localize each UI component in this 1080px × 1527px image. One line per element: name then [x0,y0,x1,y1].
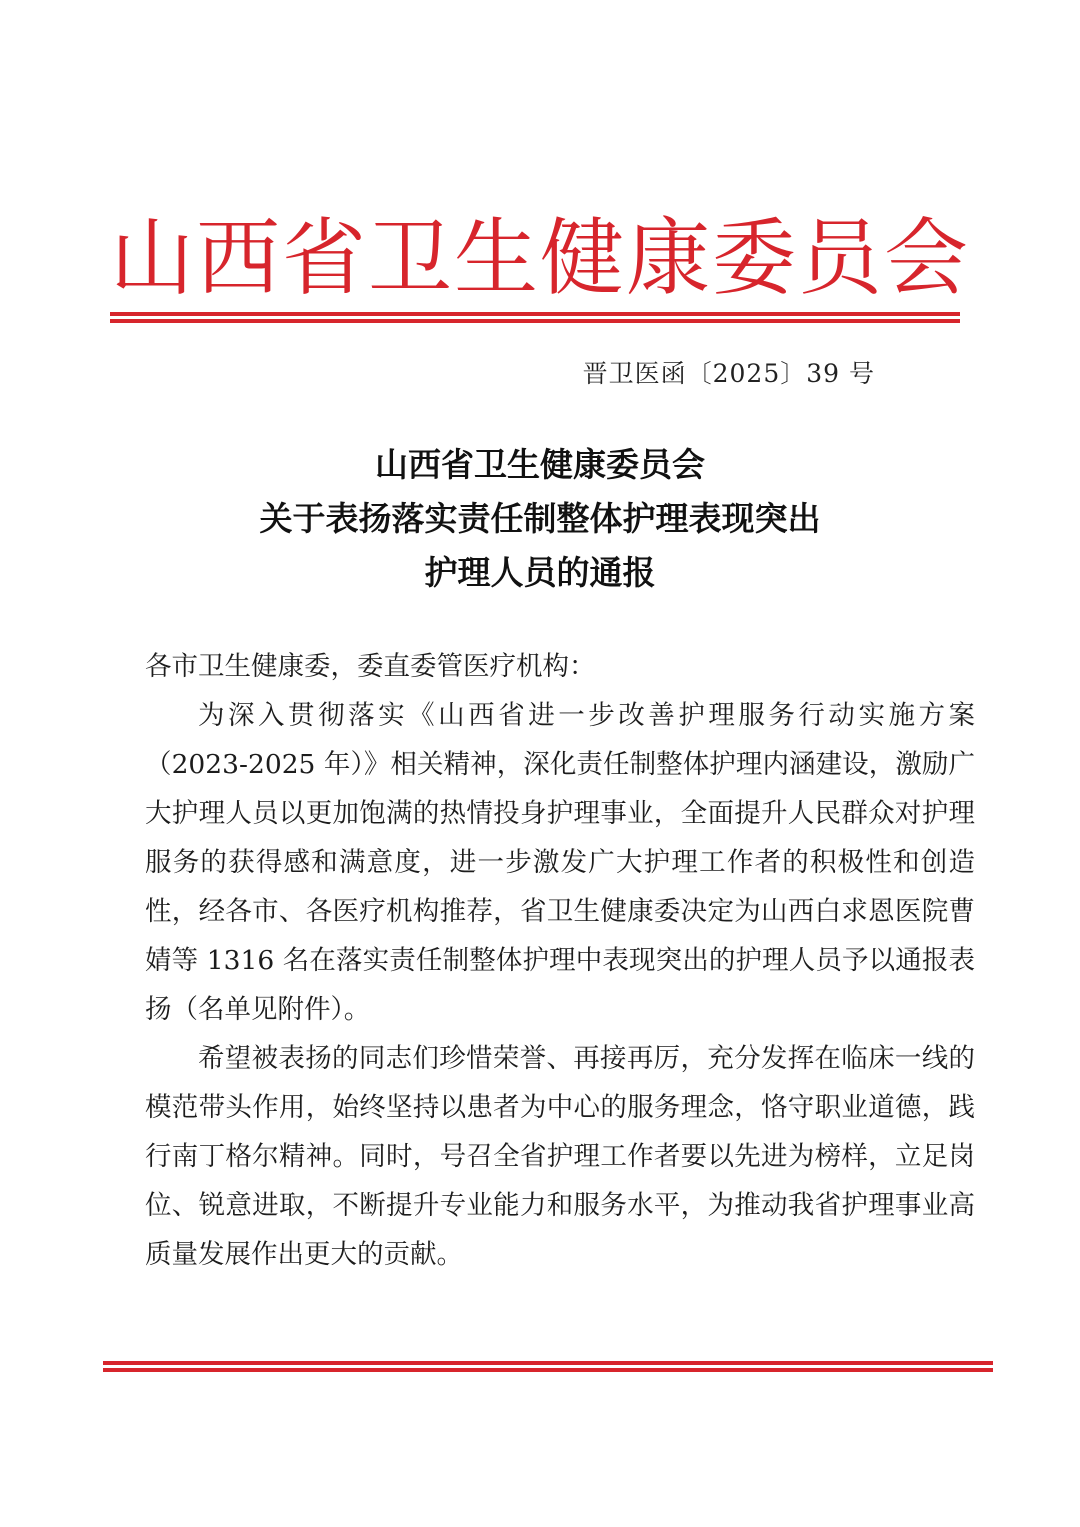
masthead-title: 山西省卫生健康委员会 [109,209,970,307]
footer-rule-top [103,1361,993,1365]
masthead-rule-bottom [110,319,960,323]
body-paragraph-1: 为深入贯彻落实《山西省进一步改善护理服务行动实施方案（2023-2025 年）》相关精神，深化责任制整体护理内涵建设，激励广大护理人员以更加饱满的热情投身护理事业，全面提升人民群众对护理服务的获得感和满意度，进一步激发广大护理工作者的积极性和创造性，经各市、各医疗机构推荐，省卫生健康委决定为山西白求恩医院曹婧等 1316 名在落实责任制整体护理中表现突出的护理人员予以通报表扬（名单见附件）。 [145,700,975,1025]
document-body [145,642,975,1279]
title-line-1: 山西省卫生健康委员会 [375,445,705,484]
title-line-3: 护理人员的通报 [424,553,656,592]
salutation: 各市卫生健康委，委直委管医疗机构： [145,651,596,682]
body-paragraph-2: 希望被表扬的同志们珍惜荣誉、再接再厉，充分发挥在临床一线的模范带头作用，始终坚持以患者为中心的服务理念，恪守职业道德，践行南丁格尔精神。同时，号召全省护理工作者要以先进为榜样，立足岗位、锐意进取，不断提升专业能力和服务水平，为推动我省护理事业高质量发展作出更大的贡献。 [145,1043,975,1270]
document-number: 晋卫医函〔2025〕39 号 [582,359,875,388]
masthead-rule-top [110,312,960,316]
title-line-2: 关于表扬落实责任制整体护理表现突出 [259,499,821,538]
footer-rule-bottom [103,1368,993,1372]
document-title [0,438,1080,600]
